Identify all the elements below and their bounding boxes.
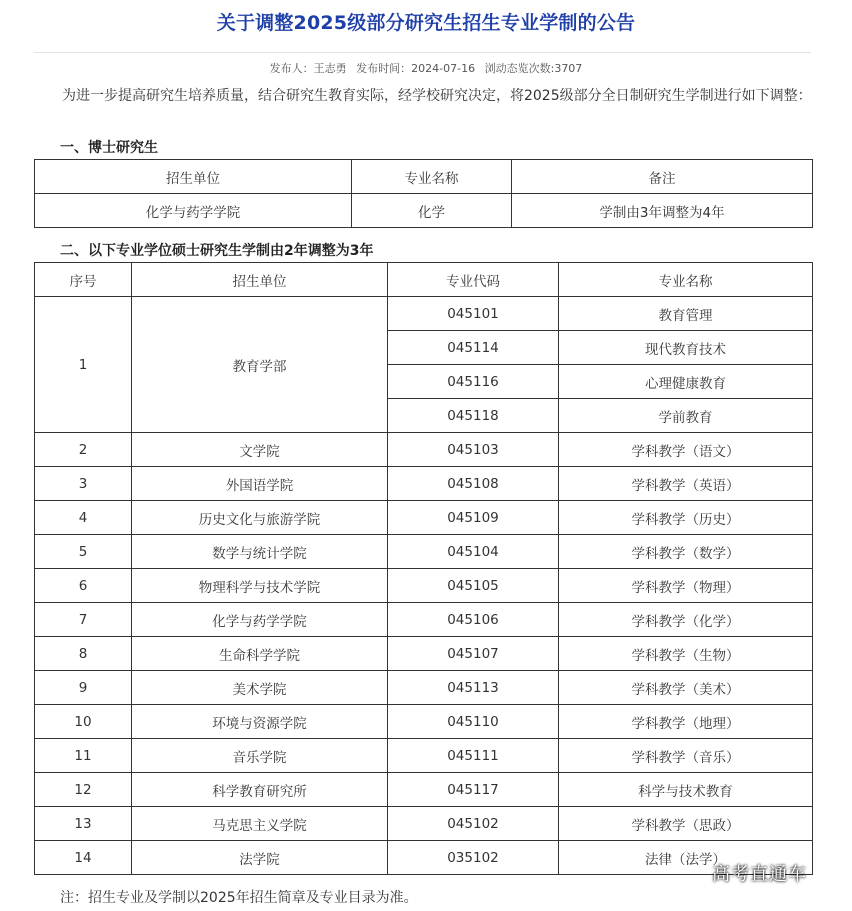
- major-cell: 学科教学（地理）: [559, 705, 813, 739]
- unit-cell: 环境与资源学院: [132, 705, 388, 739]
- seq-cell: 5: [35, 535, 132, 569]
- unit-cell: 物理科学与技术学院: [132, 569, 388, 603]
- table-row: [35, 194, 813, 228]
- code-cell: 045103: [388, 433, 559, 467]
- code-cell: 045109: [388, 501, 559, 535]
- table-row: [35, 297, 813, 331]
- major-cell: 科学与技术教育: [559, 773, 813, 807]
- major-cell: 学科教学（英语）: [559, 467, 813, 501]
- unit-cell: 历史文化与旅游学院: [132, 501, 388, 535]
- table-row: [35, 807, 813, 841]
- seq-cell: 4: [35, 501, 132, 535]
- table-row: [35, 569, 813, 603]
- unit-cell: 文学院: [132, 433, 388, 467]
- major-cell: 学科教学（语文）: [559, 433, 813, 467]
- table-row: [35, 739, 813, 773]
- seq-cell: 9: [35, 671, 132, 705]
- seq-cell: 8: [35, 637, 132, 671]
- seq-cell: 14: [35, 841, 132, 875]
- unit-cell: 化学与药学学院: [132, 603, 388, 637]
- code-cell: 045113: [388, 671, 559, 705]
- seq-cell: 6: [35, 569, 132, 603]
- unit-cell: 科学教育研究所: [132, 773, 388, 807]
- table-header-row: [35, 263, 813, 297]
- table-row: [35, 773, 813, 807]
- watermark: 高考直通车: [712, 864, 807, 885]
- seq-cell: 7: [35, 603, 132, 637]
- code-cell: 045107: [388, 637, 559, 671]
- unit-cell: 法学院: [132, 841, 388, 875]
- code-cell: 045108: [388, 467, 559, 501]
- header-cell: 招生单位: [132, 263, 388, 297]
- table-row: [35, 705, 813, 739]
- major-cell: 学科教学（历史）: [559, 501, 813, 535]
- major-cell: 学科教学（音乐）: [559, 739, 813, 773]
- code-cell: 045104: [388, 535, 559, 569]
- major-cell: 心理健康教育: [559, 365, 813, 399]
- doctoral-table: [34, 159, 813, 228]
- major-cell: 学科教学（生物）: [559, 637, 813, 671]
- section1-heading: 一、博士研究生: [60, 140, 158, 156]
- title-divider: [34, 52, 811, 53]
- major-cell: 教育管理: [559, 297, 813, 331]
- seq-cell: 1: [35, 297, 132, 433]
- unit-cell: 化学与药学学院: [35, 194, 352, 228]
- unit-cell: 美术学院: [132, 671, 388, 705]
- view-count: 浏动态览次数:3707: [484, 62, 583, 75]
- major-cell: 化学: [352, 194, 512, 228]
- seq-cell: 10: [35, 705, 132, 739]
- unit-cell: 生命科学学院: [132, 637, 388, 671]
- section2-heading: 二、以下专业学位硕士研究生学制由2年调整为3年: [60, 243, 374, 259]
- major-cell: 学科教学（美术）: [559, 671, 813, 705]
- masters-table: [34, 262, 813, 875]
- code-cell: 045111: [388, 739, 559, 773]
- header-cell: 专业名称: [559, 263, 813, 297]
- table-header-row: [35, 160, 813, 194]
- code-cell: 045114: [388, 331, 559, 365]
- intro-paragraph: 为进一步提高研究生培养质量，结合研究生教育实际，经学校研究决定，将2025级部分全日制研究生学制进行如下调整：: [62, 88, 812, 104]
- table-row: [35, 603, 813, 637]
- major-cell: 学前教育: [559, 399, 813, 433]
- seq-cell: 3: [35, 467, 132, 501]
- article-meta: [0, 60, 852, 76]
- publish-time: 发布时间：2024-07-16: [356, 62, 476, 75]
- unit-cell: 音乐学院: [132, 739, 388, 773]
- code-cell: 045105: [388, 569, 559, 603]
- code-cell: 045101: [388, 297, 559, 331]
- footnote: 注：招生专业及学制以2025年招生简章及专业目录为准。: [60, 890, 418, 906]
- header-cell: 专业代码: [388, 263, 559, 297]
- code-cell: 045116: [388, 365, 559, 399]
- table-row: [35, 637, 813, 671]
- table-row: [35, 671, 813, 705]
- major-cell: 法律（法学）: [559, 841, 813, 875]
- remark-cell: 学制由3年调整为4年: [512, 194, 813, 228]
- table-row: [35, 535, 813, 569]
- major-cell: 学科教学（数学）: [559, 535, 813, 569]
- publisher: 发布人：王志勇: [269, 62, 347, 75]
- table-row: [35, 433, 813, 467]
- header-cell: 备注: [512, 160, 813, 194]
- major-cell: 学科教学（思政）: [559, 807, 813, 841]
- code-cell: 035102: [388, 841, 559, 875]
- table-row: [35, 467, 813, 501]
- page-title: 关于调整2025级部分研究生招生专业学制的公告: [216, 12, 636, 34]
- seq-cell: 2: [35, 433, 132, 467]
- header-cell: 招生单位: [35, 160, 352, 194]
- table-row: [35, 501, 813, 535]
- table-row: [35, 841, 813, 875]
- seq-cell: 11: [35, 739, 132, 773]
- seq-cell: 13: [35, 807, 132, 841]
- code-cell: 045110: [388, 705, 559, 739]
- code-cell: 045117: [388, 773, 559, 807]
- major-cell: 学科教学（化学）: [559, 603, 813, 637]
- header-cell: 专业名称: [352, 160, 512, 194]
- major-cell: 学科教学（物理）: [559, 569, 813, 603]
- unit-cell: 教育学部: [132, 297, 388, 433]
- code-cell: 045118: [388, 399, 559, 433]
- code-cell: 045106: [388, 603, 559, 637]
- header-cell: 序号: [35, 263, 132, 297]
- unit-cell: 数学与统计学院: [132, 535, 388, 569]
- unit-cell: 马克思主义学院: [132, 807, 388, 841]
- code-cell: 045102: [388, 807, 559, 841]
- unit-cell: 外国语学院: [132, 467, 388, 501]
- seq-cell: 12: [35, 773, 132, 807]
- major-cell: 现代教育技术: [559, 331, 813, 365]
